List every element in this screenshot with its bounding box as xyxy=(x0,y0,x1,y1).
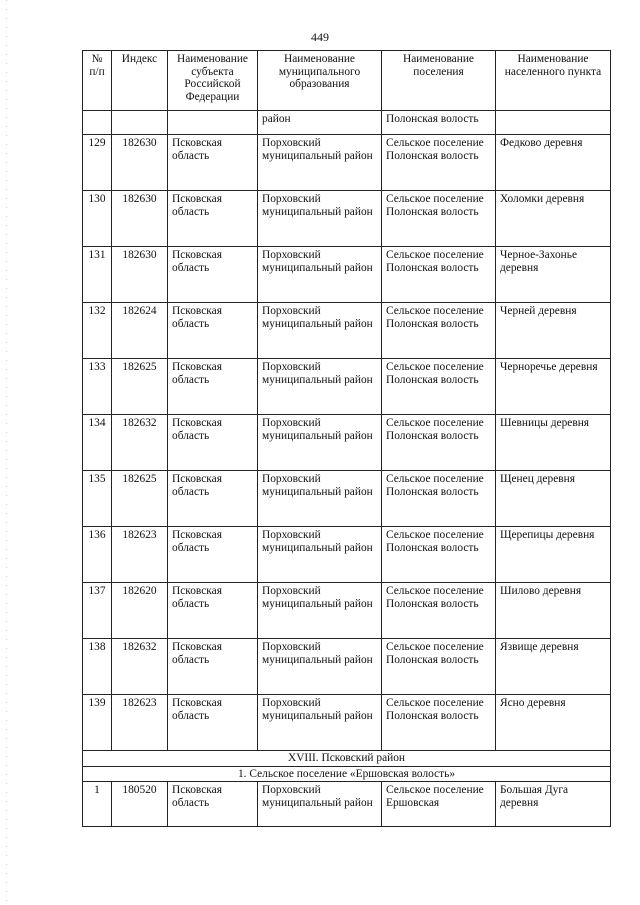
cell-index: 182630 xyxy=(112,135,168,191)
table-row xyxy=(83,359,611,415)
cell-num xyxy=(83,111,112,135)
cell-settlement: Сельское поселение Полонская волость xyxy=(382,471,496,527)
page-number: 449 xyxy=(311,30,329,44)
cell-settlement: Сельское поселение Полонская волость xyxy=(382,135,496,191)
table-row xyxy=(83,583,611,639)
cell-num: 131 xyxy=(83,247,112,303)
table-row xyxy=(83,303,611,359)
table-row xyxy=(83,527,611,583)
cell-subject: Псковская область xyxy=(168,303,258,359)
cell-index: 182625 xyxy=(112,471,168,527)
cell-num: 132 xyxy=(83,303,112,359)
table-row xyxy=(83,415,611,471)
cell-subject: Псковская область xyxy=(168,359,258,415)
cell-locality: Холомки деревня xyxy=(496,191,611,247)
table-row xyxy=(83,471,611,527)
header-locality: Наименование населенного пункта xyxy=(496,51,611,111)
cell-num: 129 xyxy=(83,135,112,191)
cell-locality: Щенец деревня xyxy=(496,471,611,527)
cell-locality: Шевницы деревня xyxy=(496,415,611,471)
header-index: Индекс xyxy=(112,51,168,111)
cell-locality xyxy=(496,111,611,135)
cell-municipality: Порховский муниципальный район xyxy=(258,639,382,695)
cell-settlement: Сельское поселение Полонская волость xyxy=(382,191,496,247)
cell-index: 182620 xyxy=(112,583,168,639)
cell-num: 1 xyxy=(83,782,112,827)
cell-subject: Псковская область xyxy=(168,782,258,827)
table-row xyxy=(83,191,611,247)
cell-index: 182623 xyxy=(112,527,168,583)
cell-num: 138 xyxy=(83,639,112,695)
header-subject: Наименование субъекта Российской Федерации xyxy=(168,51,258,111)
cell-num: 139 xyxy=(83,695,112,751)
cell-settlement: Полонская волость xyxy=(382,111,496,135)
cell-settlement: Сельское поселение Полонская волость xyxy=(382,527,496,583)
cell-subject: Псковская область xyxy=(168,191,258,247)
cell-index: 182630 xyxy=(112,247,168,303)
cell-locality: Ясно деревня xyxy=(496,695,611,751)
cell-municipality: Порховский муниципальный район xyxy=(258,303,382,359)
cell-num: 137 xyxy=(83,583,112,639)
cell-locality: Федково деревня xyxy=(496,135,611,191)
cell-subject xyxy=(168,111,258,135)
table-row xyxy=(83,135,611,191)
cell-index: 182632 xyxy=(112,639,168,695)
cell-subject: Псковская область xyxy=(168,527,258,583)
cell-locality: Шилово деревня xyxy=(496,583,611,639)
cell-index: 182632 xyxy=(112,415,168,471)
subsection-heading: 1. Сельское поселение «Ершовская волость» xyxy=(83,766,611,782)
header-municipality: Наименование муниципального образования xyxy=(258,51,382,111)
cell-index: 182625 xyxy=(112,359,168,415)
cell-settlement: Сельское поселение Ершовская xyxy=(382,782,496,827)
cell-locality: Черное-Захонье деревня xyxy=(496,247,611,303)
cell-municipality: Порховский муниципальный район xyxy=(258,359,382,415)
cell-municipality: Порховский муниципальный район xyxy=(258,135,382,191)
cell-index xyxy=(112,111,168,135)
cell-locality: Язвище деревня xyxy=(496,639,611,695)
cell-municipality: район xyxy=(258,111,382,135)
cell-subject: Псковская область xyxy=(168,695,258,751)
cell-municipality: Порховский муниципальный район xyxy=(258,782,382,827)
cell-locality: Большая Дуга деревня xyxy=(496,782,611,827)
cell-subject: Псковская область xyxy=(168,135,258,191)
cell-num: 133 xyxy=(83,359,112,415)
section-heading: XVIII. Псковский район xyxy=(83,751,611,767)
cell-num: 136 xyxy=(83,527,112,583)
cell-num: 130 xyxy=(83,191,112,247)
continuation-row xyxy=(83,111,611,135)
cell-subject: Псковская область xyxy=(168,471,258,527)
cell-subject: Псковская область xyxy=(168,415,258,471)
cell-settlement: Сельское поселение Полонская волость xyxy=(382,639,496,695)
subsection-heading-row xyxy=(83,766,611,782)
cell-index: 180520 xyxy=(112,782,168,827)
cell-settlement: Сельское поселение Полонская волость xyxy=(382,359,496,415)
cell-num: 134 xyxy=(83,415,112,471)
cell-settlement: Сельское поселение Полонская волость xyxy=(382,583,496,639)
cell-index: 182630 xyxy=(112,191,168,247)
section-heading-row xyxy=(83,751,611,767)
cell-subject: Псковская область xyxy=(168,583,258,639)
cell-municipality: Порховский муниципальный район xyxy=(258,527,382,583)
table-row xyxy=(83,247,611,303)
cell-locality: Черноречье деревня xyxy=(496,359,611,415)
cell-subject: Псковская область xyxy=(168,639,258,695)
table-row xyxy=(83,639,611,695)
cell-settlement: Сельское поселение Полонская волость xyxy=(382,303,496,359)
cell-locality: Черней деревня xyxy=(496,303,611,359)
cell-municipality: Порховский муниципальный район xyxy=(258,583,382,639)
cell-municipality: Порховский муниципальный район xyxy=(258,471,382,527)
cell-municipality: Порховский муниципальный район xyxy=(258,695,382,751)
cell-subject: Псковская область xyxy=(168,247,258,303)
table-row xyxy=(83,782,611,827)
cell-municipality: Порховский муниципальный район xyxy=(258,415,382,471)
cell-settlement: Сельское поселение Полонская волость xyxy=(382,415,496,471)
table-row xyxy=(83,695,611,751)
scan-edge-marks xyxy=(6,0,7,905)
cell-index: 182623 xyxy=(112,695,168,751)
cell-locality: Щерепицы деревня xyxy=(496,527,611,583)
cell-municipality: Порховский муниципальный район xyxy=(258,247,382,303)
table-header-row xyxy=(83,51,611,111)
header-settlement: Наименование поселения xyxy=(382,51,496,111)
cell-settlement: Сельское поселение Полонская волость xyxy=(382,695,496,751)
localities-table xyxy=(82,50,611,827)
cell-municipality: Порховский муниципальный район xyxy=(258,191,382,247)
cell-num: 135 xyxy=(83,471,112,527)
cell-settlement: Сельское поселение Полонская волость xyxy=(382,247,496,303)
cell-index: 182624 xyxy=(112,303,168,359)
header-num: № п/п xyxy=(83,51,112,111)
